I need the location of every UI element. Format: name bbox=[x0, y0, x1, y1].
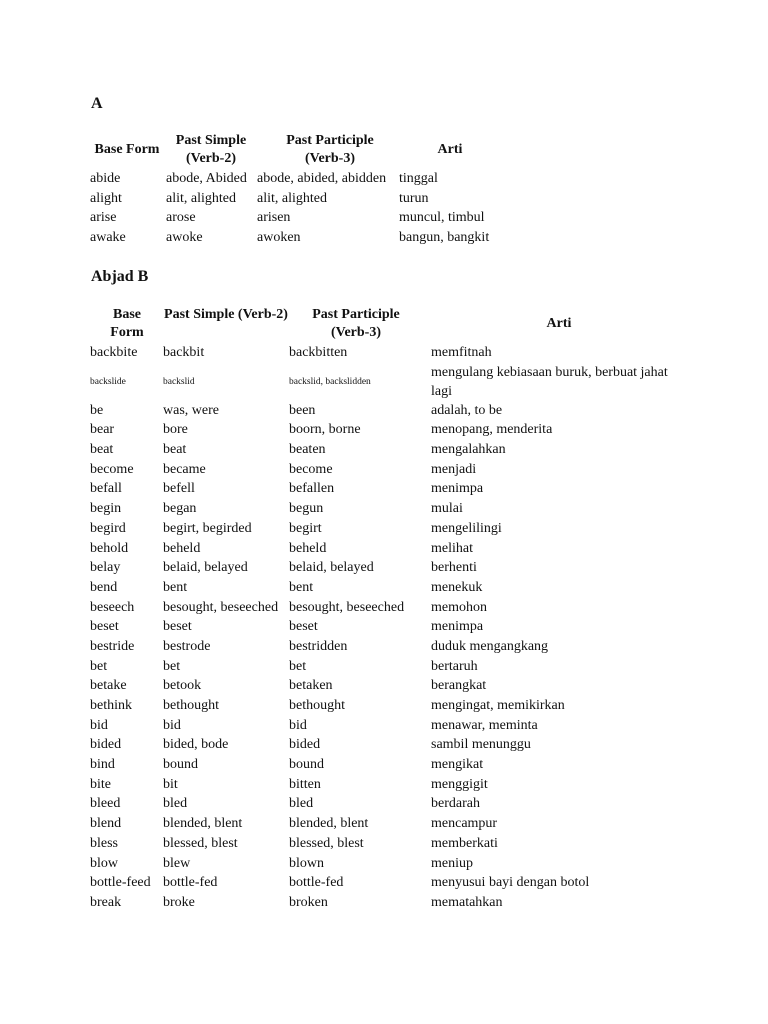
cell-base-form: blend bbox=[90, 816, 122, 832]
header-past-simple: Past Simple (Verb-2) bbox=[164, 307, 288, 322]
cell-past-participle: been bbox=[289, 402, 316, 418]
cell-past-simple: bled bbox=[163, 796, 188, 812]
cell-base-form: bind bbox=[90, 757, 115, 773]
cell-past-participle: bet bbox=[289, 658, 307, 674]
cell-meaning: mulai bbox=[431, 501, 463, 517]
cell-past-simple: bet bbox=[163, 658, 181, 674]
cell-past-participle: belaid, belayed bbox=[289, 560, 374, 576]
cell-meaning: berhenti bbox=[431, 560, 477, 576]
cell-meaning: menekuk bbox=[431, 579, 483, 595]
cell-meaning: meniup bbox=[431, 855, 473, 871]
cell-past-participle: bestridden bbox=[289, 638, 348, 654]
header-past-participle: Past Participle (Verb-3) bbox=[312, 307, 400, 340]
cell-meaning: menawar, meminta bbox=[431, 717, 538, 733]
cell-meaning: memohon bbox=[431, 599, 487, 615]
cell-meaning: menimpa bbox=[431, 481, 484, 497]
cell-past-participle: broken bbox=[289, 894, 328, 910]
cell-base-form: bend bbox=[90, 579, 118, 595]
cell-past-simple: began bbox=[163, 501, 197, 517]
cell-meaning: mengulang kebiasaan buruk, berbuat jahat lagi bbox=[431, 364, 668, 399]
cell-base-form: beat bbox=[90, 442, 114, 458]
cell-past-simple: bent bbox=[163, 579, 188, 595]
cell-past-participle: befallen bbox=[289, 481, 335, 497]
cell-past-participle: arisen bbox=[257, 210, 291, 226]
cell-meaning: duduk mengangkang bbox=[431, 638, 549, 654]
cell-base-form: bear bbox=[90, 422, 115, 438]
cell-base-form: bless bbox=[90, 835, 118, 851]
cell-meaning: melihat bbox=[431, 540, 473, 556]
cell-past-simple: belaid, belayed bbox=[163, 560, 248, 576]
cell-base-form: backbite bbox=[90, 345, 138, 360]
cell-past-participle: bled bbox=[289, 796, 314, 812]
cell-meaning: adalah, to be bbox=[431, 402, 503, 418]
cell-base-form: bethink bbox=[90, 698, 132, 713]
cell-meaning: mematahkan bbox=[431, 894, 503, 910]
cell-base-form: be bbox=[90, 402, 104, 418]
cell-past-simple: abode, Abided bbox=[166, 171, 247, 186]
cell-base-form: belay bbox=[90, 560, 121, 576]
cell-base-form: begird bbox=[90, 520, 126, 536]
cell-past-simple: befell bbox=[163, 481, 195, 497]
cell-past-participle: blown bbox=[289, 855, 324, 871]
cell-past-simple: beset bbox=[163, 619, 192, 635]
cell-past-participle: beaten bbox=[289, 442, 326, 458]
cell-past-participle: bent bbox=[289, 579, 314, 595]
cell-past-participle: bitten bbox=[289, 776, 321, 792]
cell-past-participle: bethought bbox=[289, 698, 345, 713]
cell-past-simple: bottle-fed bbox=[163, 875, 218, 891]
cell-past-simple: became bbox=[163, 461, 206, 477]
cell-base-form: begin bbox=[90, 501, 122, 517]
cell-past-simple: backslid bbox=[163, 376, 195, 387]
cell-past-simple: blew bbox=[163, 855, 191, 871]
cell-past-participle: begun bbox=[289, 501, 324, 517]
cell-meaning: muncul, timbul bbox=[399, 210, 485, 226]
cell-past-simple: arose bbox=[166, 210, 196, 226]
cell-past-participle: alit, alighted bbox=[257, 190, 327, 206]
cell-meaning: mengalahkan bbox=[431, 442, 506, 458]
cell-past-simple: blessed, blest bbox=[163, 835, 238, 851]
cell-past-simple: blended, blent bbox=[163, 816, 243, 832]
cell-base-form: beseech bbox=[90, 599, 135, 615]
cell-base-form: bleed bbox=[90, 796, 121, 812]
cell-base-form: bet bbox=[90, 658, 108, 674]
cell-past-participle: beset bbox=[289, 619, 318, 635]
cell-base-form: become bbox=[90, 461, 134, 477]
cell-past-simple: was, were bbox=[163, 402, 219, 418]
cell-past-simple: backbit bbox=[163, 345, 205, 360]
cell-meaning: tinggal bbox=[399, 171, 438, 186]
cell-base-form: backslide bbox=[90, 376, 126, 387]
header-past-participle: Past Participle (Verb-3) bbox=[286, 133, 374, 166]
cell-past-participle: bottle-fed bbox=[289, 875, 344, 891]
cell-past-participle: abode, abided, abidden bbox=[257, 171, 387, 186]
cell-past-participle: bid bbox=[289, 717, 307, 733]
cell-past-participle: backslid, backslidden bbox=[289, 376, 371, 387]
cell-past-simple: broke bbox=[163, 894, 195, 910]
header-base-form: Base Form bbox=[110, 307, 144, 340]
cell-meaning: menimpa bbox=[431, 619, 484, 635]
cell-base-form: alight bbox=[90, 190, 122, 206]
cell-meaning: menggigit bbox=[431, 776, 488, 792]
cell-past-simple: alit, alighted bbox=[166, 190, 236, 206]
cell-base-form: awake bbox=[90, 230, 126, 246]
cell-base-form: bid bbox=[90, 717, 108, 733]
header-meaning: Arti bbox=[546, 316, 572, 331]
cell-past-participle: boorn, borne bbox=[289, 422, 361, 438]
header-meaning: Arti bbox=[437, 142, 463, 157]
cell-meaning: berangkat bbox=[431, 678, 487, 694]
cell-base-form: betake bbox=[90, 678, 127, 694]
cell-meaning: menjadi bbox=[431, 461, 477, 477]
cell-past-simple: betook bbox=[163, 678, 202, 694]
cell-meaning: mencampur bbox=[431, 816, 498, 832]
header-past-simple: Past Simple (Verb-2) bbox=[175, 133, 247, 166]
cell-base-form: abide bbox=[90, 171, 121, 186]
cell-meaning: mengelilingi bbox=[431, 520, 502, 536]
cell-meaning: sambil menunggu bbox=[431, 737, 531, 753]
cell-past-simple: beheld bbox=[163, 540, 201, 556]
cell-past-participle: beheld bbox=[289, 540, 327, 556]
section-a-heading: A bbox=[91, 95, 103, 112]
section-a-header-row bbox=[89, 132, 509, 172]
cell-base-form: behold bbox=[90, 540, 129, 556]
cell-base-form: arise bbox=[90, 210, 117, 226]
cell-meaning: menyusui bayi dengan botol bbox=[431, 875, 590, 891]
cell-past-simple: bestrode bbox=[163, 638, 211, 654]
cell-past-participle: backbitten bbox=[289, 345, 348, 360]
cell-meaning: bertaruh bbox=[431, 658, 478, 674]
cell-base-form: blow bbox=[90, 855, 118, 871]
cell-meaning: turun bbox=[399, 190, 429, 206]
cell-meaning: menopang, menderita bbox=[431, 422, 553, 438]
cell-past-participle: bided bbox=[289, 737, 321, 753]
cell-meaning: bangun, bangkit bbox=[399, 230, 490, 246]
cell-past-participle: awoken bbox=[257, 230, 301, 246]
cell-meaning: memberkati bbox=[431, 835, 498, 851]
cell-past-simple: bethought bbox=[163, 698, 219, 713]
cell-past-participle: blended, blent bbox=[289, 816, 369, 832]
cell-base-form: befall bbox=[90, 481, 122, 497]
cell-past-simple: bound bbox=[163, 757, 198, 773]
cell-past-simple: bit bbox=[163, 776, 178, 792]
header-base-form: Base Form bbox=[94, 142, 160, 157]
cell-base-form: bestride bbox=[90, 638, 135, 654]
section-b-header-row bbox=[89, 306, 669, 346]
cell-past-participle: bound bbox=[289, 757, 324, 773]
cell-meaning: berdarah bbox=[431, 796, 480, 812]
cell-past-participle: become bbox=[289, 461, 333, 477]
cell-past-simple: besought, beseeched bbox=[163, 599, 279, 615]
cell-past-simple: bided, bode bbox=[163, 737, 229, 753]
cell-meaning: mengingat, memikirkan bbox=[431, 698, 565, 713]
cell-base-form: bottle-feed bbox=[90, 875, 151, 891]
cell-meaning: mengikat bbox=[431, 757, 484, 773]
cell-base-form: break bbox=[90, 894, 122, 910]
cell-past-participle: begirt bbox=[289, 520, 322, 536]
cell-base-form: bite bbox=[90, 776, 111, 792]
cell-past-participle: betaken bbox=[289, 678, 333, 694]
cell-past-simple: bore bbox=[163, 422, 188, 438]
cell-past-participle: blessed, blest bbox=[289, 835, 364, 851]
cell-past-simple: beat bbox=[163, 442, 187, 458]
section-b-heading: Abjad B bbox=[91, 268, 149, 285]
cell-base-form: bided bbox=[90, 737, 122, 753]
cell-past-simple: awoke bbox=[166, 230, 203, 246]
cell-past-simple: bid bbox=[163, 717, 181, 733]
cell-base-form: beset bbox=[90, 619, 119, 635]
cell-past-simple: begirt, begirded bbox=[163, 520, 252, 536]
cell-past-participle: besought, beseeched bbox=[289, 599, 405, 615]
cell-meaning: memfitnah bbox=[431, 345, 492, 360]
